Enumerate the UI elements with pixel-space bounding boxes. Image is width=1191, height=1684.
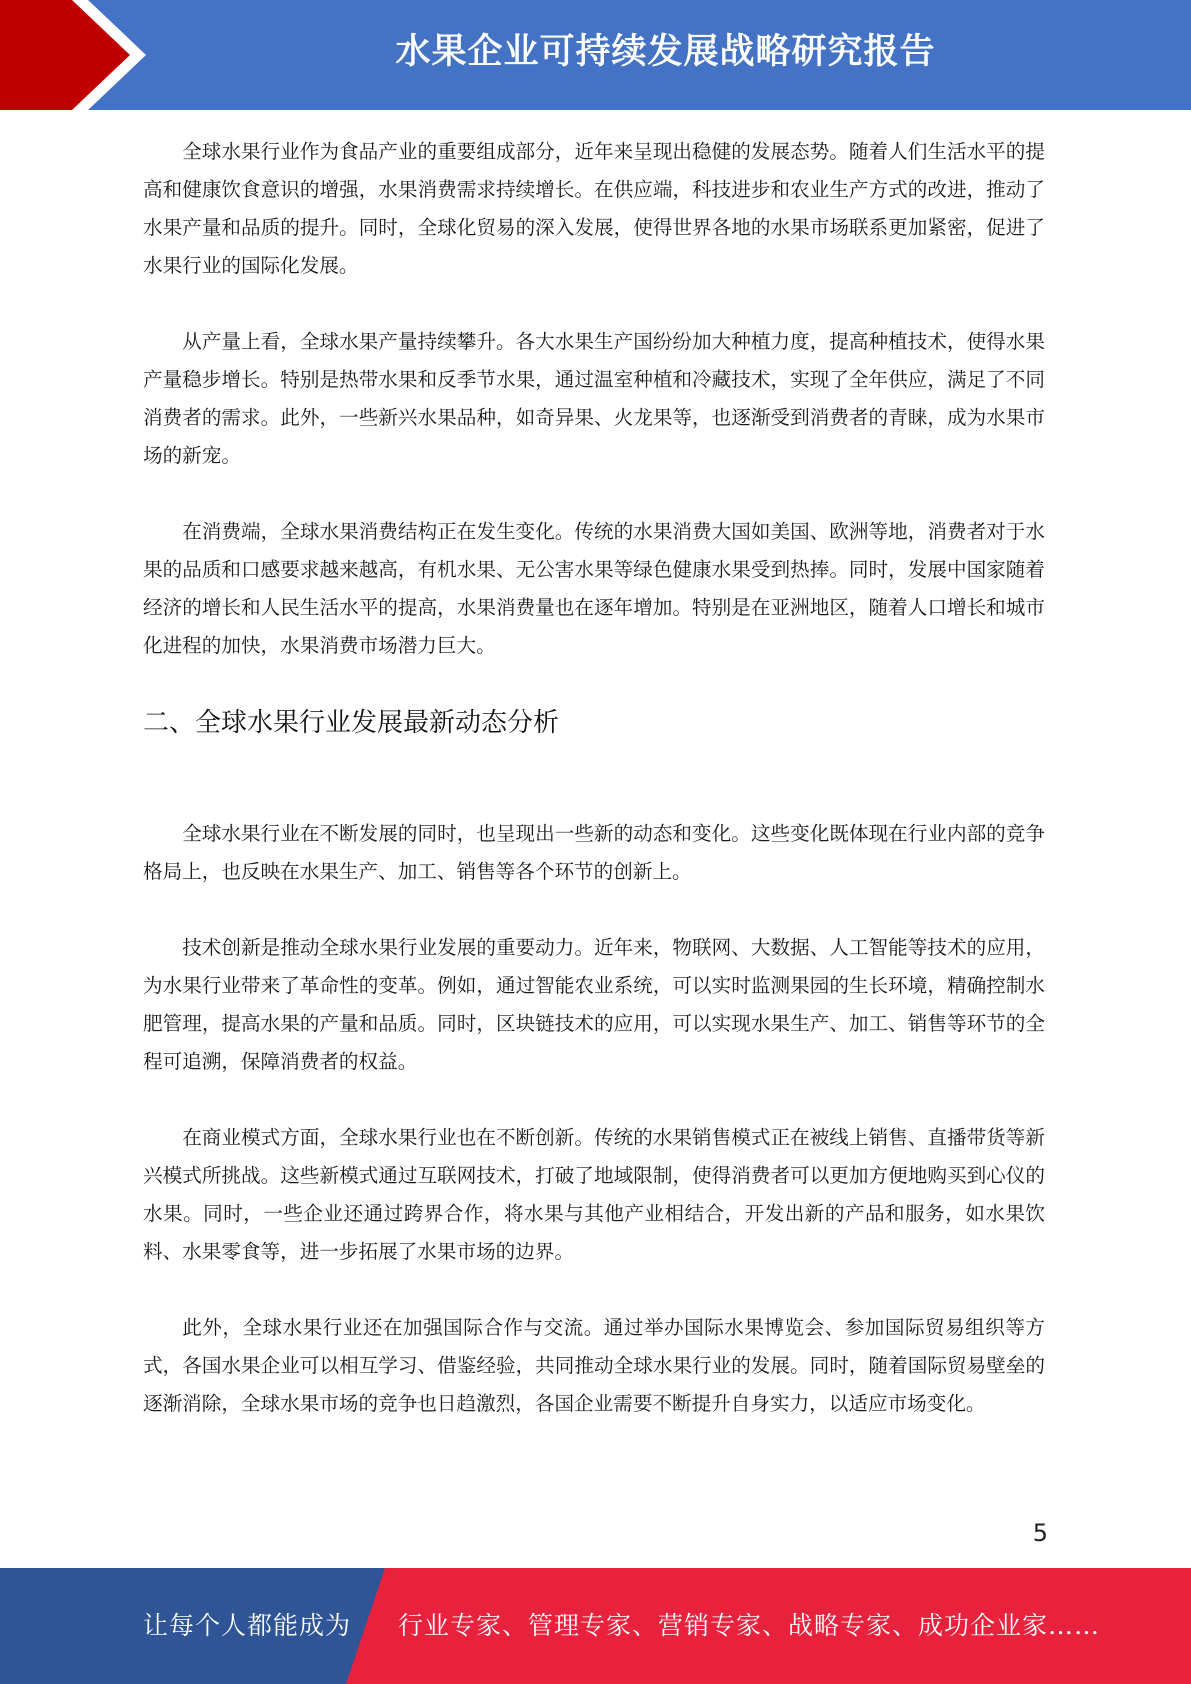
page-number: 5 [1032,1519,1048,1547]
footer-slogan-left: 让每个人都能成为 [143,1611,352,1640]
report-title: 水果企业可持续发展战略研究报告 [395,32,936,72]
document-body [143,133,1045,1461]
footer-slogan-right: 行业专家、管理专家、营销专家、战略专家、成功企业家…… [398,1611,1101,1640]
header-banner [0,0,1191,110]
section-heading: 二、全球水果行业发展最新动态分析 [143,708,560,738]
paragraph: 技术创新是推动全球水果行业发展的重要动力。近年来，物联网、大数据、人工智能等技术的应用，为水果行业带来了革命性的变革。例如，通过智能农业系统，可以实时监测果园的生长环境，精确控制水肥管理，提高水果的产量和品质。同时，区块链技术的应用，可以实现水果生产、加工、销售等环节的全程可追溯，保障消费者的权益。 [143,936,1045,1073]
paragraph: 此外，全球水果行业还在加强国际合作与交流。通过举办国际水果博览会、参加国际贸易组织等方式，各国水果企业可以相互学习、借鉴经验，共同推动全球水果行业的发展。同时，随着国际贸易壁垒的逐渐消除，全球水果市场的竞争也日趋激烈，各国企业需要不断提升自身实力，以适应市场变化。 [143,1316,1045,1415]
paragraph: 全球水果行业在不断发展的同时，也呈现出一些新的动态和变化。这些变化既体现在行业内部的竞争格局上，也反映在水果生产、加工、销售等各个环节的创新上。 [143,822,1045,883]
footer-banner [0,1568,1191,1684]
paragraph: 全球水果行业作为食品产业的重要组成部分，近年来呈现出稳健的发展态势。随着人们生活水平的提高和健康饮食意识的增强，水果消费需求持续增长。在供应端，科技进步和农业生产方式的改进，推动了水果产量和品质的提升。同时，全球化贸易的深入发展，使得世界各地的水果市场联系更加紧密，促进了水果行业的国际化发展。 [143,140,1045,277]
paragraph: 从产量上看，全球水果产量持续攀升。各大水果生产国纷纷加大种植力度，提高种植技术，使得水果产量稳步增长。特别是热带水果和反季节水果，通过温室种植和冷藏技术，实现了全年供应，满足了不同消费者的需求。此外，一些新兴水果品种，如奇异果、火龙果等，也逐渐受到消费者的青睐，成为水果市场的新宠。 [143,330,1045,467]
paragraph: 在商业模式方面，全球水果行业也在不断创新。传统的水果销售模式正在被线上销售、直播带货等新兴模式所挑战。这些新模式通过互联网技术，打破了地域限制，使得消费者可以更加方便地购买到心仪的水果。同时，一些企业还通过跨界合作，将水果与其他产业相结合，开发出新的产品和服务，如水果饮料、水果零食等，进一步拓展了水果市场的边界。 [143,1126,1045,1263]
header-chevron-decoration [0,0,160,110]
paragraph: 在消费端，全球水果消费结构正在发生变化。传统的水果消费大国如美国、欧洲等地，消费者对于水果的品质和口感要求越来越高，有机水果、无公害水果等绿色健康水果受到热捧。同时，发展中国家随着经济的增长和人民生活水平的提高，水果消费量也在逐年增加。特别是在亚洲地区，随着人口增长和城市化进程的加快，水果消费市场潜力巨大。 [143,520,1045,657]
